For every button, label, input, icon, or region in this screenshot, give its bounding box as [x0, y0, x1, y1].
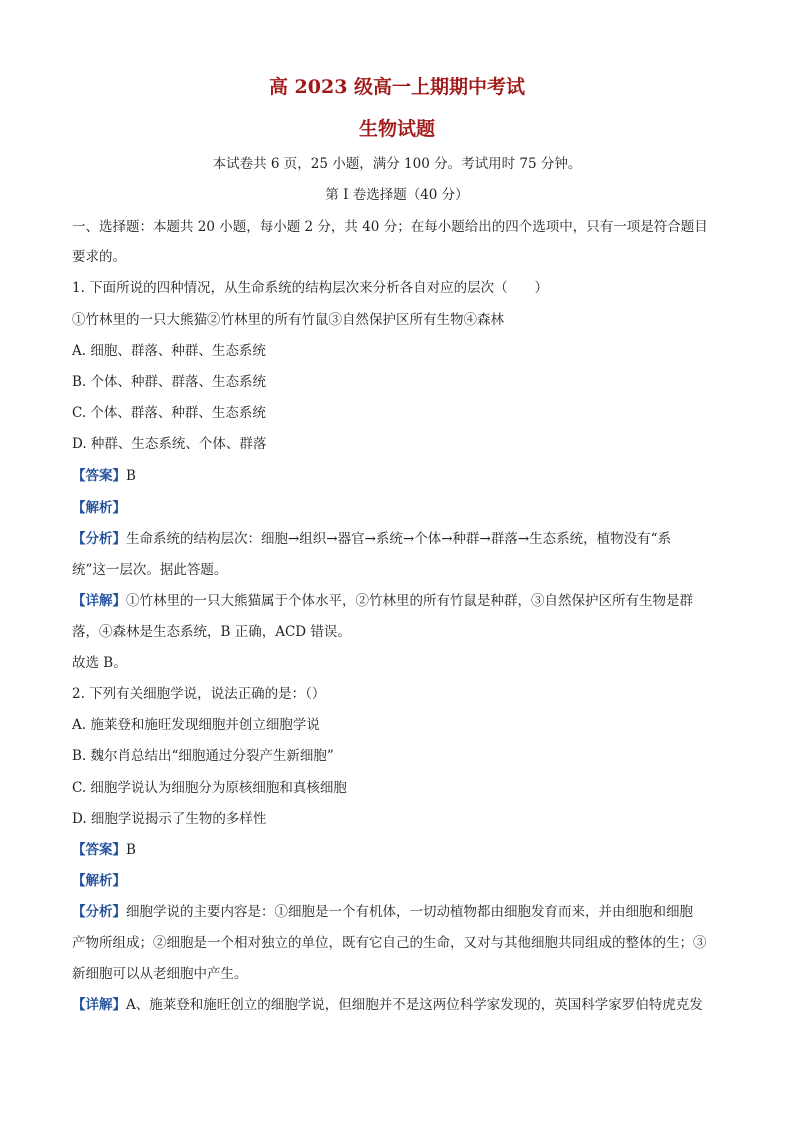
- q1-analysis-heading: [72, 496, 732, 516]
- xiangjie-text: A、施莱登和施旺创立的细胞学说，但细胞并不是这两位科学家发现的，英国科学家罗伯特虎克发: [126, 997, 703, 1013]
- q1-option-c: C. 个体、群落、种群、生态系统: [72, 405, 266, 421]
- fenxi-tag: 【分析】: [72, 904, 126, 920]
- q2-option-a: A. 施莱登和施旺发现细胞并创立细胞学说: [72, 717, 320, 733]
- q2-answer: [72, 838, 732, 858]
- q1-option-b: B. 个体、种群、群落、生态系统: [72, 374, 267, 390]
- q2-fenxi-line-1: [72, 900, 732, 920]
- instructions-line-1: 一、选择题：本题共 20 小题，每小题 2 分，共 40 分；在每小题给出的四个选项中，只有一项是符合题目: [72, 219, 708, 235]
- xiangjie-text: ①竹林里的一只大熊猫属于个体水平，②竹林里的所有竹鼠是种群，③自然保护区所有生物是群: [126, 593, 693, 609]
- fenxi-text: 细胞学说的主要内容是：①细胞是一个有机体，一切动植物都由细胞发育而来，并由细胞和细胞: [126, 904, 693, 920]
- section-heading: 第 I 卷选择题（40 分）: [325, 187, 469, 203]
- q1-option-a: A. 细胞、群落、种群、生态系统: [72, 343, 266, 359]
- xiangjie-tag: 【详解】: [72, 997, 126, 1013]
- analysis-tag: 【解析】: [72, 500, 126, 516]
- exam-title: 高 2023 级高一上期期中考试: [268, 76, 526, 98]
- q2-stem: 2. 下列有关细胞学说，说法正确的是：（）: [72, 686, 326, 702]
- answer-tag: 【答案】: [72, 468, 126, 484]
- analysis-tag: 【解析】: [72, 873, 126, 889]
- answer-tag: 【答案】: [72, 842, 126, 858]
- q2-xiangjie-line-1: [72, 993, 732, 1013]
- q1-answer: [72, 464, 732, 484]
- instructions-line-2: 要求的。: [72, 249, 126, 265]
- fenxi-text: 生命系统的结构层次：细胞→组织→器官→系统→个体→种群→群落→生态系统，植物没有“系: [126, 531, 672, 547]
- q1-items: ①竹林里的一只大熊猫②竹林里的所有竹鼠③自然保护区所有生物④森林: [72, 312, 504, 328]
- q2-analysis-heading: [72, 869, 732, 889]
- q1-fenxi-line-1: [72, 527, 732, 547]
- q2-fenxi-line-3: 新细胞可以从老细胞中产生。: [72, 966, 248, 982]
- q2-option-d: D. 细胞学说揭示了生物的多样性: [72, 811, 267, 827]
- exam-info: 本试卷共 6 页，25 小题，满分 100 分。考试用时 75 分钟。: [212, 156, 582, 172]
- q2-fenxi-line-2: 产物所组成；②细胞是一个相对独立的单位，既有它自己的生命，又对与其他细胞共同组成的整体的生；③: [72, 935, 707, 951]
- q1-xiangjie-line-2: 落，④森林是生态系统，B 正确，ACD 错误。: [72, 624, 351, 640]
- q1-stem: 1. 下面所说的四种情况，从生命系统的结构层次来分析各自对应的层次（ ）: [72, 280, 549, 296]
- answer-value: B: [126, 842, 136, 858]
- q1-conclusion: 故选 B。: [72, 655, 127, 671]
- fenxi-tag: 【分析】: [72, 531, 126, 547]
- q1-fenxi-line-2: 统”这一层次。据此答题。: [72, 562, 228, 578]
- xiangjie-tag: 【详解】: [72, 593, 126, 609]
- q1-xiangjie-line-1: [72, 589, 732, 609]
- answer-value: B: [126, 468, 136, 484]
- exam-subtitle: 生物试题: [358, 118, 435, 140]
- q2-option-c: C. 细胞学说认为细胞分为原核细胞和真核细胞: [72, 780, 347, 796]
- q1-option-d: D. 种群、生态系统、个体、群落: [72, 436, 267, 452]
- q2-option-b: B. 魏尔肖总结出“细胞通过分裂产生新细胞”: [72, 748, 334, 764]
